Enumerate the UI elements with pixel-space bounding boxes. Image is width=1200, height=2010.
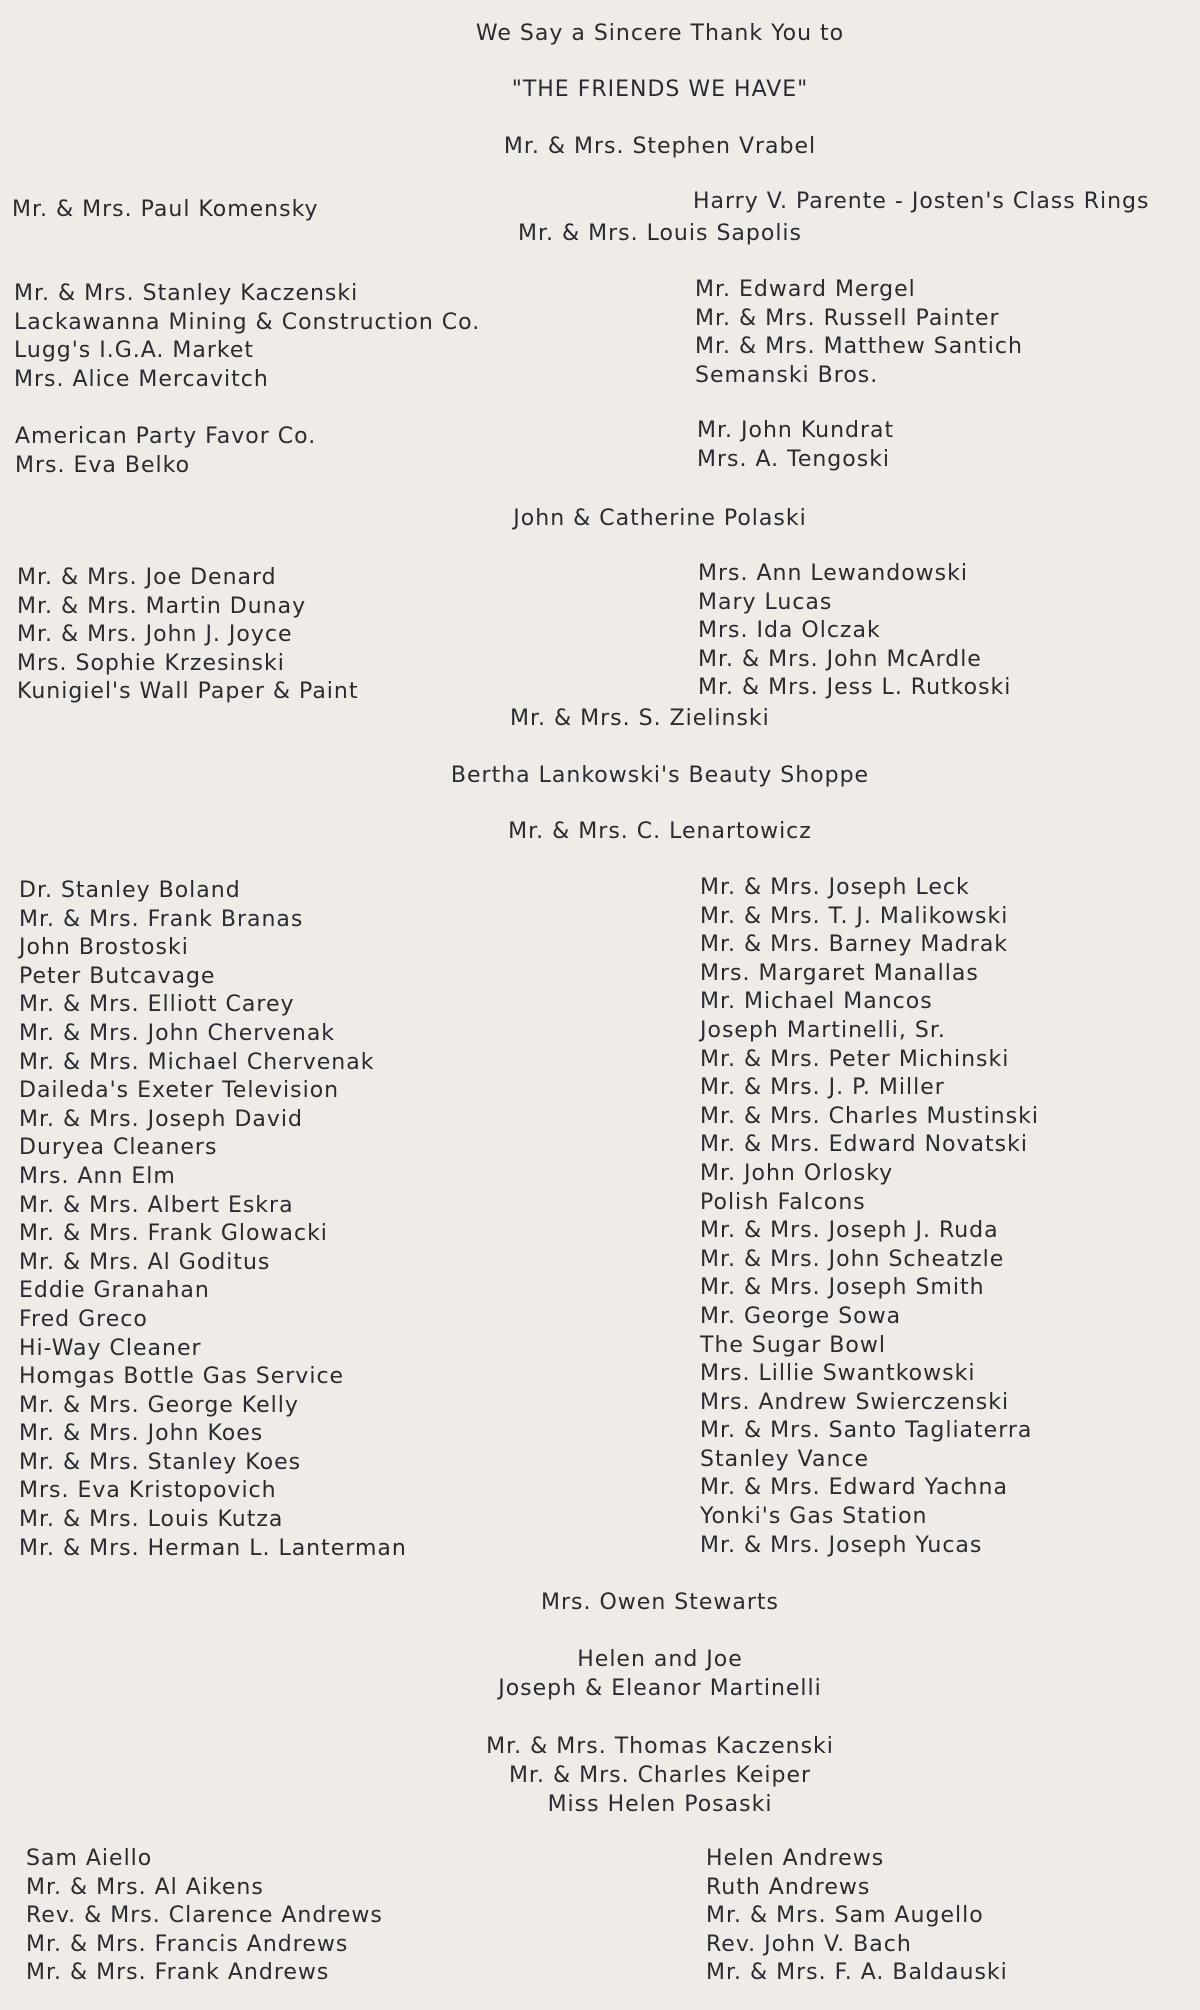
list-item: Helen Andrews (706, 1846, 885, 1871)
list-item: Mr. & Mrs. Peter Michinski (700, 1046, 1010, 1072)
list-item: Mr. & Mrs. Jess L. Rutkoski (698, 675, 1012, 701)
list-item: Mr. & Mrs. F. A. Baldauski (706, 1960, 1008, 1986)
center-name: Mrs. Owen Stewarts (541, 1590, 779, 1615)
list-item: Ruth Andrews (706, 1874, 871, 1900)
list-item: Mrs. Ida Olczak (698, 618, 881, 644)
center-name: Bertha Lankowski's Beauty Shoppe (450, 763, 870, 788)
list-item: Joseph Martinelli, Sr. (700, 1017, 946, 1043)
list-item: Mrs. A. Tengoski (697, 446, 891, 472)
list-item: Mr. & Mrs. Joe Denard (17, 565, 277, 590)
list-item: Daileda's Exeter Television (19, 1078, 340, 1104)
left-column-s4 (17, 564, 359, 707)
list-item: Mr. & Mrs. Herman L. Lanterman (19, 1535, 407, 1561)
list-item: Mrs. Ann Elm (19, 1163, 176, 1189)
list-item: Mr. & Mrs. Albert Eskra (19, 1192, 294, 1218)
list-item: Mr. & Mrs. John Chervenak (19, 1020, 336, 1046)
list-item: Hi-Way Cleaner (19, 1335, 202, 1361)
list-item: Mr. & Mrs. Louis Kutza (19, 1507, 284, 1533)
list-item: Mr. & Mrs. Stanley Koes (19, 1449, 302, 1475)
list-item: Mr. & Mrs. Stanley Kaczenski (14, 281, 359, 306)
list-item: Homgas Bottle Gas Service (19, 1364, 345, 1390)
list-item: Mr. & Mrs. Russell Painter (695, 305, 1000, 331)
list-item: Mr. & Mrs. Barney Madrak (700, 932, 1009, 958)
list-item: Mr. Edward Mergel (695, 277, 916, 302)
list-item: Mr. & Mrs. Sam Augello (706, 1903, 984, 1929)
left-column-s2 (14, 280, 480, 394)
left-column-s6 (19, 877, 407, 1563)
list-item: American Party Favor Co. (15, 424, 317, 449)
left-column-s3 (15, 423, 316, 480)
list-item: Mrs. Eva Kristopovich (19, 1478, 277, 1504)
center-name: Helen and Joe (577, 1647, 743, 1672)
list-item: Mr. & Mrs. Santo Tagliaterra (700, 1418, 1033, 1444)
list-item: Sam Aiello (26, 1846, 153, 1871)
list-item: The Sugar Bowl (700, 1332, 886, 1358)
list-item: Mrs. Andrew Swierczenski (700, 1389, 1010, 1415)
list-item: Mr. & Mrs. John Koes (19, 1421, 264, 1447)
list-item: Mr. & Mrs. Francis Andrews (26, 1931, 349, 1957)
list-item: Mrs. Sophie Krzesinski (17, 650, 285, 676)
list-item: Mr. & Mrs. John Scheatzle (700, 1246, 1005, 1272)
list-item: Mrs. Margaret Manallas (700, 960, 979, 986)
right-name: Harry V. Parente - Josten's Class Rings (693, 189, 1150, 214)
list-item: Mrs. Ann Lewandowski (698, 561, 968, 586)
page-heading: We Say a Sincere Thank You to (475, 21, 845, 46)
list-item: Mr. & Mrs. John J. Joyce (17, 622, 293, 648)
right-column-s4 (698, 560, 1011, 703)
list-item: Mr. & Mrs. John McArdle (698, 646, 982, 672)
list-item: Stanley Vance (700, 1446, 870, 1472)
center-name: Joseph & Eleanor Martinelli (498, 1676, 822, 1701)
page-subheading: "THE FRIENDS WE HAVE" (511, 77, 809, 102)
list-item: Mr. & Mrs. George Kelly (19, 1392, 299, 1418)
list-item: Mr. John Kundrat (697, 418, 895, 443)
list-item: Mr. George Sowa (700, 1303, 902, 1329)
list-item: Mr. & Mrs. Al Aikens (26, 1874, 264, 1900)
center-name: Mr. & Mrs. C. Lenartowicz (508, 819, 812, 844)
list-item: Mr. & Mrs. Charles Mustinski (700, 1103, 1039, 1129)
list-item: Rev. John V. Bach (706, 1931, 912, 1957)
list-item: Mr. & Mrs. Frank Andrews (26, 1960, 330, 1986)
center-name: John & Catherine Polaski (513, 506, 807, 531)
list-item: John Brostoski (19, 935, 189, 961)
right-column-s3 (697, 417, 894, 474)
list-item: Rev. & Mrs. Clarence Andrews (26, 1903, 383, 1929)
list-item: Mr. & Mrs. Elliott Carey (19, 992, 295, 1018)
list-item: Mary Lucas (698, 589, 833, 615)
list-item: Mr. & Mrs. T. J. Malikowski (700, 903, 1009, 929)
center-name: Mr. & Mrs. Thomas Kaczenski (486, 1734, 834, 1759)
right-column-s8 (706, 1845, 1008, 1988)
list-item: Kunigiel's Wall Paper & Paint (17, 679, 359, 705)
list-item: Semanski Bros. (695, 362, 879, 388)
list-item: Mr. & Mrs. Frank Glowacki (19, 1221, 328, 1247)
list-item: Mr. & Mrs. Al Goditus (19, 1249, 271, 1275)
list-item: Mrs. Lillie Swantkowski (700, 1361, 976, 1387)
right-column-s6 (700, 874, 1039, 1560)
list-item: Duryea Cleaners (19, 1135, 218, 1161)
list-item: Dr. Stanley Boland (19, 878, 241, 903)
right-column-s2 (695, 276, 1023, 390)
left-name: Mr. & Mrs. Paul Komensky (12, 197, 319, 222)
list-item: Fred Greco (19, 1306, 148, 1332)
list-item: Mr. John Orlosky (700, 1160, 894, 1186)
list-item: Mr. & Mrs. Joseph Smith (700, 1275, 985, 1301)
list-item: Mrs. Alice Mercavitch (14, 366, 269, 392)
center-name: Mr. & Mrs. Charles Keiper (508, 1763, 812, 1788)
list-item: Yonki's Gas Station (700, 1504, 928, 1530)
list-item: Mr. & Mrs. Joseph Leck (700, 875, 970, 900)
list-item: Mr. & Mrs. J. P. Miller (700, 1075, 945, 1101)
center-name: Mr. & Mrs. S. Zielinski (510, 706, 770, 731)
center-name: Mr. & Mrs. Stephen Vrabel (503, 134, 817, 159)
center-name: Mr. & Mrs. Louis Sapolis (517, 221, 802, 246)
list-item: Mr. & Mrs. Joseph David (19, 1106, 303, 1132)
list-item: Polish Falcons (700, 1189, 866, 1215)
center-name: Miss Helen Posaski (547, 1792, 773, 1817)
list-item: Mr. & Mrs. Joseph J. Ruda (700, 1218, 999, 1244)
list-item: Mr. & Mrs. Matthew Santich (695, 334, 1023, 360)
list-item: Mr. & Mrs. Martin Dunay (17, 593, 307, 619)
list-item: Mr. & Mrs. Frank Branas (19, 906, 304, 932)
list-item: Mr. & Mrs. Michael Chervenak (19, 1049, 375, 1075)
list-item: Eddie Granahan (19, 1278, 210, 1304)
list-item: Mr. Michael Mancos (700, 989, 933, 1015)
left-column-s8 (26, 1845, 383, 1988)
list-item: Mr. & Mrs. Edward Yachna (700, 1475, 1008, 1501)
list-item: Peter Butcavage (19, 963, 216, 989)
list-item: Lackawanna Mining & Construction Co. (14, 309, 481, 335)
list-item: Mr. & Mrs. Joseph Yucas (700, 1532, 983, 1558)
list-item: Lugg's I.G.A. Market (14, 338, 255, 364)
list-item: Mr. & Mrs. Edward Novatski (700, 1132, 1028, 1158)
list-item: Mrs. Eva Belko (15, 452, 191, 478)
